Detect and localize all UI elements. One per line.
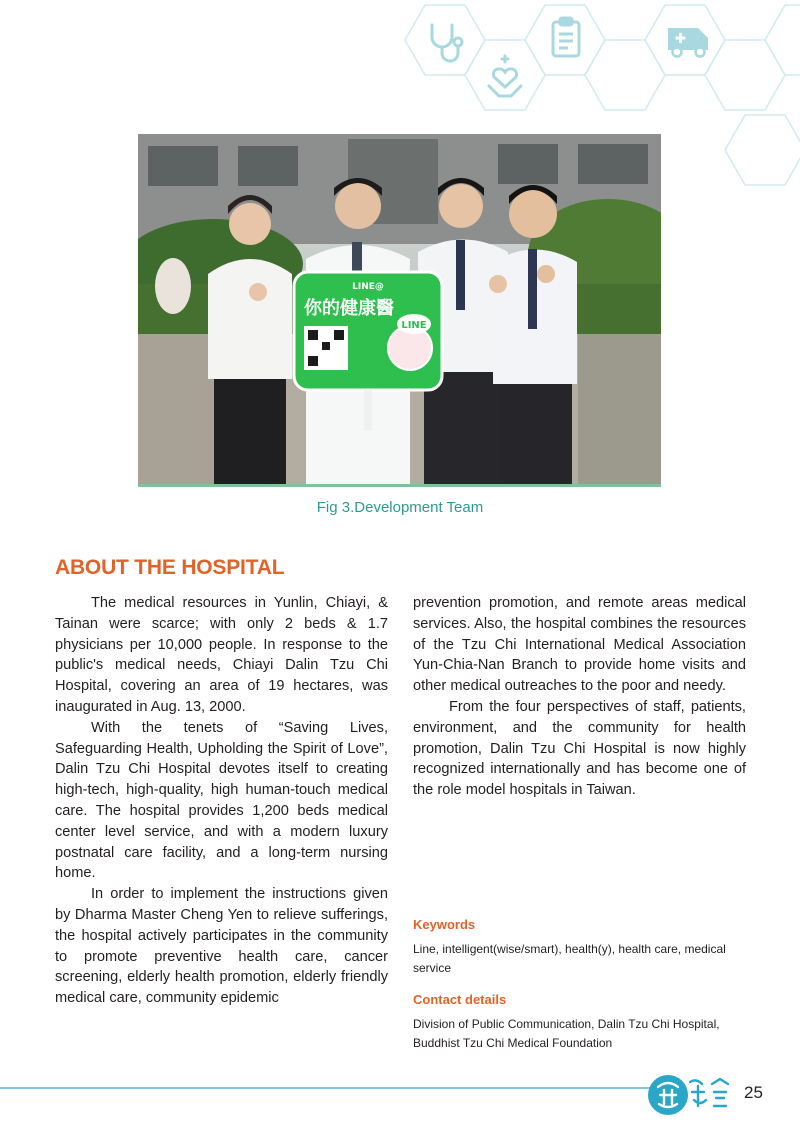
- sign-title: 你的健康醫: [304, 298, 394, 319]
- footer-divider: [0, 1087, 650, 1089]
- contact-heading: Contact details: [413, 992, 507, 1007]
- paragraph: The medical resources in Yunlin, Chiayi, & Tainan were scarce; with only 2 beds & 1.7 physicians per 10,000 people. In response to the public's medical needs, Chiayi Dalin Tzu Chi Hospital, covering an area of 19 hectares, was inaugurated in Aug. 13, 2000.: [55, 595, 388, 715]
- ambulance-icon: [668, 28, 708, 57]
- paragraph: From the four perspectives of staff, patients, environment, and the community for health promotion, Dalin Tzu Chi Hospital is now highly recognized internationally and has become one of the role model hospitals in Taiwan.: [413, 698, 746, 799]
- stethoscope-icon: [432, 25, 462, 61]
- clipboard-icon: [553, 18, 579, 56]
- left-column: [55, 593, 388, 1009]
- page-number: 25: [744, 1083, 763, 1102]
- team-photo: [138, 134, 661, 487]
- sign-top-label: LINE@: [352, 282, 384, 292]
- figure-caption: Fig 3.Development Team: [316, 499, 484, 516]
- right-column: [413, 593, 746, 801]
- journal-logo: [646, 1062, 746, 1122]
- keywords-heading: Keywords: [413, 917, 476, 932]
- paragraph: In order to implement the instructions given by Dharma Master Cheng Yen to relieve sufferings, the hospital actively participates in the community to promote preventive health care, cancer screening, elderly health promotion, elderly friendly medical care, community epidemic: [55, 886, 388, 1007]
- paragraph: With the tenets of “Saving Lives, Safeguarding Health, Upholding the Spirit of Love”, Dalin Tzu Chi Hospital devotes itself to creating high-tech, high-quality, high human-touch medical care. The hospital provides 1,200 beds medical center level service, and with a modern luxury postnatal care facility, and a long-term nursing home.: [55, 719, 388, 882]
- sign-badge: LINE: [401, 320, 427, 331]
- section-title: ABOUT THE HOSPITAL: [55, 556, 285, 579]
- contact-text: Division of Public Communication, Dalin Tzu Chi Hospital, Buddhist Tzu Chi Medical Foundation: [413, 1017, 720, 1050]
- keywords-text: Line, intelligent(wise/smart), health(y), health care, medical service: [413, 942, 726, 975]
- heart-hands-icon: [489, 56, 521, 96]
- paragraph: prevention promotion, and remote areas medical services. Also, the hospital combines the resources of the Tzu Chi International Medical Association Yun-Chia-Nan Branch to provide home visits and other medical outreaches to the poor and needy.: [413, 595, 746, 695]
